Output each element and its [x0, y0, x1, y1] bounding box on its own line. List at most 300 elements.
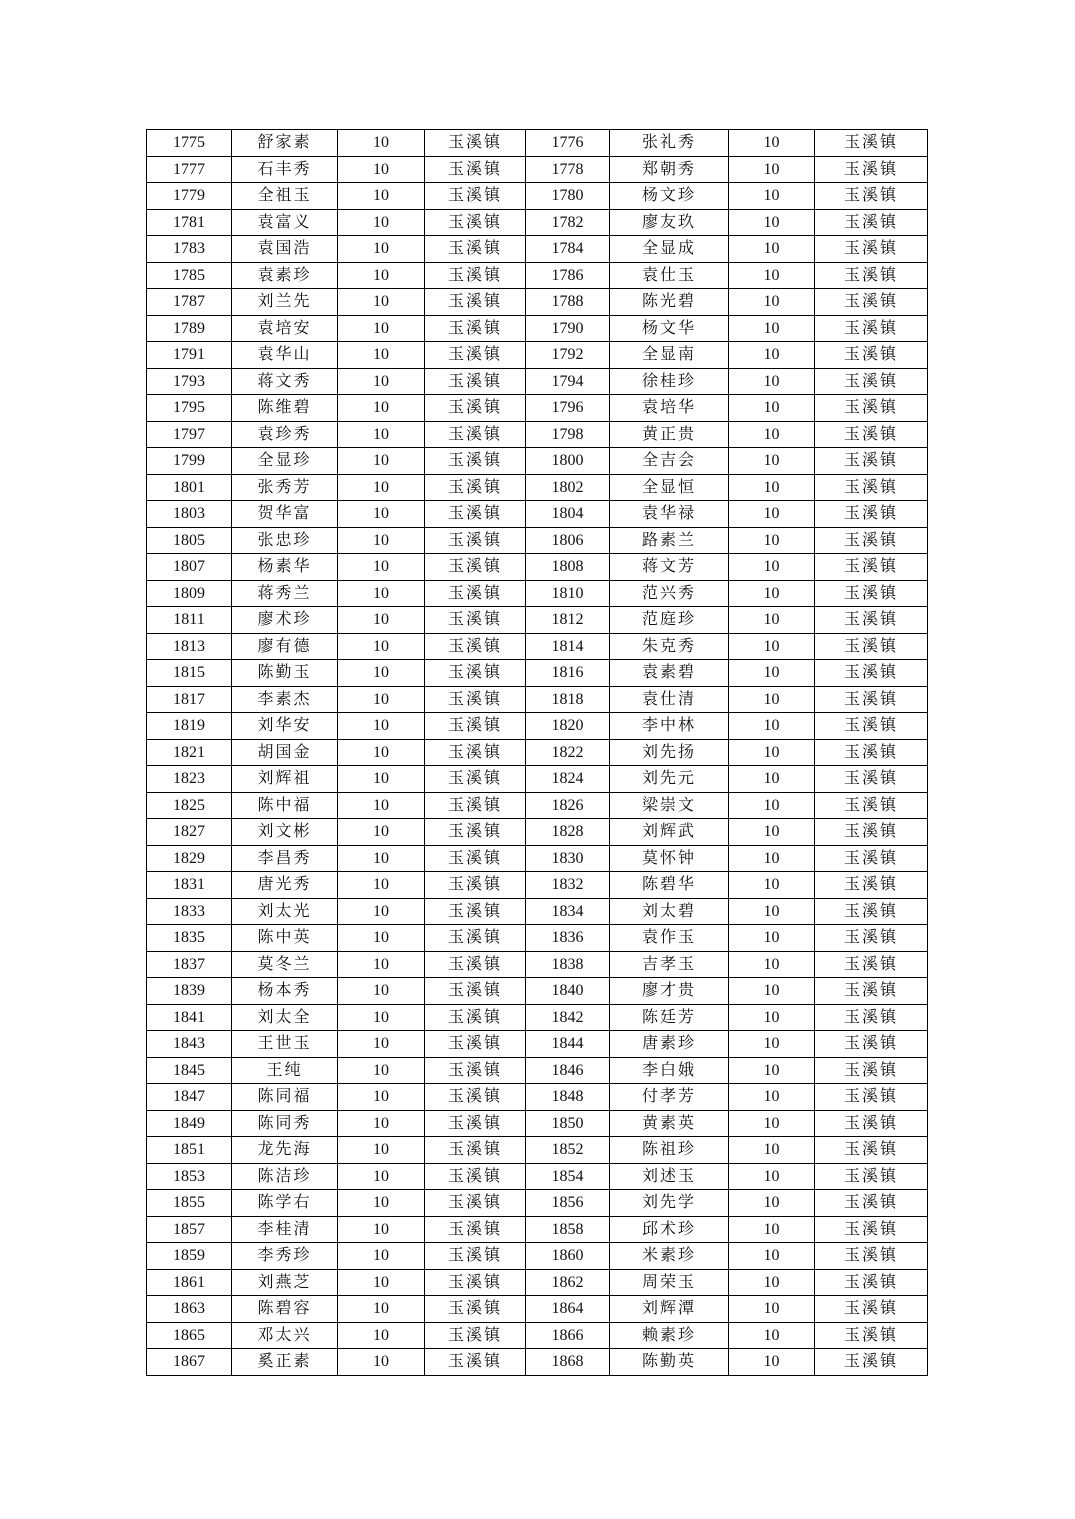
left-town-name: 玉溪镇: [425, 448, 526, 475]
left-record-number: 1841: [147, 1004, 232, 1031]
right-person-name: 陈廷芳: [610, 1004, 729, 1031]
left-person-name: 陈维碧: [232, 395, 338, 422]
right-person-name: 黄正贵: [610, 421, 729, 448]
table-row: [147, 448, 928, 475]
right-amount-value: 10: [729, 474, 815, 501]
left-record-number: 1861: [147, 1269, 232, 1296]
table-row: [147, 1296, 928, 1323]
right-person-name: 刘辉武: [610, 819, 729, 846]
right-record-number: 1834: [526, 898, 610, 925]
table-row: [147, 1004, 928, 1031]
right-record-number: 1858: [526, 1216, 610, 1243]
right-town-name: 玉溪镇: [815, 1296, 928, 1323]
table-row: [147, 315, 928, 342]
left-town-name: 玉溪镇: [425, 1322, 526, 1349]
table-row: [147, 686, 928, 713]
left-town-name: 玉溪镇: [425, 845, 526, 872]
right-amount-value: 10: [729, 1137, 815, 1164]
left-person-name: 莫冬兰: [232, 951, 338, 978]
left-record-number: 1811: [147, 607, 232, 634]
table-row: [147, 262, 928, 289]
right-record-number: 1820: [526, 713, 610, 740]
right-person-name: 刘先扬: [610, 739, 729, 766]
left-amount-value: 10: [338, 1057, 425, 1084]
right-person-name: 陈碧华: [610, 872, 729, 899]
left-person-name: 杨本秀: [232, 978, 338, 1005]
left-record-number: 1791: [147, 342, 232, 369]
right-town-name: 玉溪镇: [815, 819, 928, 846]
left-person-name: 陈中福: [232, 792, 338, 819]
right-amount-value: 10: [729, 633, 815, 660]
left-record-number: 1781: [147, 209, 232, 236]
right-record-number: 1806: [526, 527, 610, 554]
left-record-number: 1783: [147, 236, 232, 263]
table-row: [147, 130, 928, 157]
right-amount-value: 10: [729, 130, 815, 157]
left-town-name: 玉溪镇: [425, 607, 526, 634]
left-amount-value: 10: [338, 1349, 425, 1376]
right-record-number: 1864: [526, 1296, 610, 1323]
left-record-number: 1809: [147, 580, 232, 607]
left-person-name: 刘太全: [232, 1004, 338, 1031]
left-town-name: 玉溪镇: [425, 819, 526, 846]
left-record-number: 1821: [147, 739, 232, 766]
left-person-name: 张秀芳: [232, 474, 338, 501]
right-person-name: 蒋文芳: [610, 554, 729, 581]
right-person-name: 刘辉潭: [610, 1296, 729, 1323]
left-person-name: 李秀珍: [232, 1243, 338, 1270]
right-town-name: 玉溪镇: [815, 898, 928, 925]
left-record-number: 1825: [147, 792, 232, 819]
table-row: [147, 898, 928, 925]
right-person-name: 邱术珍: [610, 1216, 729, 1243]
right-amount-value: 10: [729, 898, 815, 925]
left-person-name: 陈同福: [232, 1084, 338, 1111]
right-town-name: 玉溪镇: [815, 1031, 928, 1058]
right-record-number: 1796: [526, 395, 610, 422]
left-person-name: 李昌秀: [232, 845, 338, 872]
right-person-name: 全吉会: [610, 448, 729, 475]
right-amount-value: 10: [729, 448, 815, 475]
right-person-name: 刘先元: [610, 766, 729, 793]
left-person-name: 袁华山: [232, 342, 338, 369]
right-record-number: 1842: [526, 1004, 610, 1031]
right-amount-value: 10: [729, 792, 815, 819]
right-person-name: 吉孝玉: [610, 951, 729, 978]
left-record-number: 1795: [147, 395, 232, 422]
right-person-name: 刘述玉: [610, 1163, 729, 1190]
left-town-name: 玉溪镇: [425, 1190, 526, 1217]
right-amount-value: 10: [729, 1349, 815, 1376]
right-town-name: 玉溪镇: [815, 1216, 928, 1243]
right-record-number: 1852: [526, 1137, 610, 1164]
roster-body: [147, 130, 928, 1376]
left-town-name: 玉溪镇: [425, 1243, 526, 1270]
right-record-number: 1848: [526, 1084, 610, 1111]
left-record-number: 1799: [147, 448, 232, 475]
left-person-name: 舒家素: [232, 130, 338, 157]
right-record-number: 1860: [526, 1243, 610, 1270]
left-amount-value: 10: [338, 130, 425, 157]
left-person-name: 唐光秀: [232, 872, 338, 899]
left-record-number: 1797: [147, 421, 232, 448]
left-person-name: 蒋文秀: [232, 368, 338, 395]
left-person-name: 袁培安: [232, 315, 338, 342]
left-amount-value: 10: [338, 766, 425, 793]
right-record-number: 1802: [526, 474, 610, 501]
left-person-name: 袁富义: [232, 209, 338, 236]
right-amount-value: 10: [729, 1084, 815, 1111]
left-town-name: 玉溪镇: [425, 342, 526, 369]
right-amount-value: 10: [729, 1004, 815, 1031]
right-person-name: 袁仕清: [610, 686, 729, 713]
left-amount-value: 10: [338, 368, 425, 395]
table-row: [147, 156, 928, 183]
left-record-number: 1819: [147, 713, 232, 740]
right-person-name: 袁作玉: [610, 925, 729, 952]
right-amount-value: 10: [729, 1269, 815, 1296]
left-town-name: 玉溪镇: [425, 474, 526, 501]
right-town-name: 玉溪镇: [815, 1269, 928, 1296]
left-amount-value: 10: [338, 845, 425, 872]
table-row: [147, 421, 928, 448]
right-town-name: 玉溪镇: [815, 474, 928, 501]
left-record-number: 1779: [147, 183, 232, 210]
table-row: [147, 1163, 928, 1190]
left-amount-value: 10: [338, 1322, 425, 1349]
right-person-name: 赖素珍: [610, 1322, 729, 1349]
left-person-name: 廖有德: [232, 633, 338, 660]
left-record-number: 1777: [147, 156, 232, 183]
right-person-name: 梁崇文: [610, 792, 729, 819]
table-row: [147, 633, 928, 660]
left-town-name: 玉溪镇: [425, 580, 526, 607]
left-record-number: 1829: [147, 845, 232, 872]
right-person-name: 陈祖珍: [610, 1137, 729, 1164]
right-person-name: 杨文华: [610, 315, 729, 342]
left-amount-value: 10: [338, 1163, 425, 1190]
table-row: [147, 1269, 928, 1296]
left-amount-value: 10: [338, 1190, 425, 1217]
table-row: [147, 1084, 928, 1111]
left-town-name: 玉溪镇: [425, 501, 526, 528]
right-person-name: 全显成: [610, 236, 729, 263]
left-town-name: 玉溪镇: [425, 1216, 526, 1243]
right-amount-value: 10: [729, 819, 815, 846]
right-amount-value: 10: [729, 739, 815, 766]
right-person-name: 唐素珍: [610, 1031, 729, 1058]
right-town-name: 玉溪镇: [815, 766, 928, 793]
right-town-name: 玉溪镇: [815, 236, 928, 263]
table-row: [147, 236, 928, 263]
right-record-number: 1810: [526, 580, 610, 607]
left-record-number: 1857: [147, 1216, 232, 1243]
table-row: [147, 1057, 928, 1084]
right-town-name: 玉溪镇: [815, 342, 928, 369]
left-record-number: 1813: [147, 633, 232, 660]
right-record-number: 1838: [526, 951, 610, 978]
left-record-number: 1843: [147, 1031, 232, 1058]
right-amount-value: 10: [729, 951, 815, 978]
right-record-number: 1836: [526, 925, 610, 952]
right-person-name: 袁仕玉: [610, 262, 729, 289]
right-amount-value: 10: [729, 421, 815, 448]
table-row: [147, 819, 928, 846]
right-amount-value: 10: [729, 342, 815, 369]
right-town-name: 玉溪镇: [815, 739, 928, 766]
right-person-name: 廖才贵: [610, 978, 729, 1005]
table-row: [147, 1190, 928, 1217]
left-town-name: 玉溪镇: [425, 978, 526, 1005]
table-row: [147, 1110, 928, 1137]
left-record-number: 1827: [147, 819, 232, 846]
right-town-name: 玉溪镇: [815, 1349, 928, 1376]
right-person-name: 李中林: [610, 713, 729, 740]
left-person-name: 袁素珍: [232, 262, 338, 289]
right-person-name: 全显恒: [610, 474, 729, 501]
right-record-number: 1868: [526, 1349, 610, 1376]
left-town-name: 玉溪镇: [425, 130, 526, 157]
right-person-name: 范兴秀: [610, 580, 729, 607]
left-person-name: 刘燕芝: [232, 1269, 338, 1296]
left-town-name: 玉溪镇: [425, 236, 526, 263]
right-amount-value: 10: [729, 1216, 815, 1243]
right-amount-value: 10: [729, 315, 815, 342]
right-town-name: 玉溪镇: [815, 686, 928, 713]
table-row: [147, 289, 928, 316]
right-town-name: 玉溪镇: [815, 660, 928, 687]
left-town-name: 玉溪镇: [425, 766, 526, 793]
left-town-name: 玉溪镇: [425, 315, 526, 342]
right-record-number: 1866: [526, 1322, 610, 1349]
left-amount-value: 10: [338, 1110, 425, 1137]
right-record-number: 1794: [526, 368, 610, 395]
right-record-number: 1786: [526, 262, 610, 289]
right-town-name: 玉溪镇: [815, 554, 928, 581]
left-record-number: 1805: [147, 527, 232, 554]
left-person-name: 奚正素: [232, 1349, 338, 1376]
right-town-name: 玉溪镇: [815, 262, 928, 289]
right-amount-value: 10: [729, 527, 815, 554]
right-amount-value: 10: [729, 236, 815, 263]
left-town-name: 玉溪镇: [425, 633, 526, 660]
left-town-name: 玉溪镇: [425, 792, 526, 819]
right-person-name: 周荣玉: [610, 1269, 729, 1296]
right-town-name: 玉溪镇: [815, 845, 928, 872]
left-person-name: 刘辉祖: [232, 766, 338, 793]
right-town-name: 玉溪镇: [815, 448, 928, 475]
right-amount-value: 10: [729, 262, 815, 289]
right-town-name: 玉溪镇: [815, 1190, 928, 1217]
left-town-name: 玉溪镇: [425, 554, 526, 581]
right-record-number: 1812: [526, 607, 610, 634]
left-amount-value: 10: [338, 607, 425, 634]
table-row: [147, 554, 928, 581]
right-record-number: 1828: [526, 819, 610, 846]
left-person-name: 刘文彬: [232, 819, 338, 846]
right-person-name: 杨文珍: [610, 183, 729, 210]
table-row: [147, 978, 928, 1005]
right-amount-value: 10: [729, 978, 815, 1005]
left-town-name: 玉溪镇: [425, 713, 526, 740]
right-amount-value: 10: [729, 183, 815, 210]
left-town-name: 玉溪镇: [425, 925, 526, 952]
right-town-name: 玉溪镇: [815, 1084, 928, 1111]
right-town-name: 玉溪镇: [815, 1110, 928, 1137]
roster-table: [146, 129, 928, 1376]
left-town-name: 玉溪镇: [425, 527, 526, 554]
right-town-name: 玉溪镇: [815, 792, 928, 819]
right-amount-value: 10: [729, 607, 815, 634]
right-town-name: 玉溪镇: [815, 156, 928, 183]
right-record-number: 1822: [526, 739, 610, 766]
right-amount-value: 10: [729, 368, 815, 395]
right-amount-value: 10: [729, 686, 815, 713]
left-record-number: 1817: [147, 686, 232, 713]
right-record-number: 1790: [526, 315, 610, 342]
left-person-name: 廖术珍: [232, 607, 338, 634]
right-record-number: 1788: [526, 289, 610, 316]
left-record-number: 1863: [147, 1296, 232, 1323]
left-person-name: 陈勤玉: [232, 660, 338, 687]
table-row: [147, 739, 928, 766]
left-town-name: 玉溪镇: [425, 1137, 526, 1164]
right-record-number: 1846: [526, 1057, 610, 1084]
table-row: [147, 607, 928, 634]
table-row: [147, 660, 928, 687]
right-record-number: 1826: [526, 792, 610, 819]
left-town-name: 玉溪镇: [425, 872, 526, 899]
right-amount-value: 10: [729, 209, 815, 236]
right-record-number: 1850: [526, 1110, 610, 1137]
left-amount-value: 10: [338, 633, 425, 660]
left-person-name: 陈同秀: [232, 1110, 338, 1137]
table-row: [147, 713, 928, 740]
right-amount-value: 10: [729, 1190, 815, 1217]
left-record-number: 1847: [147, 1084, 232, 1111]
left-town-name: 玉溪镇: [425, 1269, 526, 1296]
table-row: [147, 209, 928, 236]
left-amount-value: 10: [338, 448, 425, 475]
right-town-name: 玉溪镇: [815, 289, 928, 316]
left-amount-value: 10: [338, 580, 425, 607]
left-amount-value: 10: [338, 527, 425, 554]
table-row: [147, 1243, 928, 1270]
left-amount-value: 10: [338, 1031, 425, 1058]
right-amount-value: 10: [729, 660, 815, 687]
left-amount-value: 10: [338, 1216, 425, 1243]
right-person-name: 范庭珍: [610, 607, 729, 634]
left-town-name: 玉溪镇: [425, 1057, 526, 1084]
right-record-number: 1854: [526, 1163, 610, 1190]
right-amount-value: 10: [729, 501, 815, 528]
left-person-name: 胡国金: [232, 739, 338, 766]
right-amount-value: 10: [729, 872, 815, 899]
left-record-number: 1855: [147, 1190, 232, 1217]
left-town-name: 玉溪镇: [425, 1110, 526, 1137]
right-amount-value: 10: [729, 289, 815, 316]
left-town-name: 玉溪镇: [425, 395, 526, 422]
table-row: [147, 1137, 928, 1164]
left-person-name: 邓太兴: [232, 1322, 338, 1349]
left-record-number: 1789: [147, 315, 232, 342]
right-record-number: 1856: [526, 1190, 610, 1217]
right-town-name: 玉溪镇: [815, 130, 928, 157]
left-amount-value: 10: [338, 315, 425, 342]
right-amount-value: 10: [729, 1243, 815, 1270]
right-person-name: 黄素英: [610, 1110, 729, 1137]
left-person-name: 王世玉: [232, 1031, 338, 1058]
left-town-name: 玉溪镇: [425, 1296, 526, 1323]
left-record-number: 1815: [147, 660, 232, 687]
right-amount-value: 10: [729, 1322, 815, 1349]
table-row: [147, 1031, 928, 1058]
left-amount-value: 10: [338, 156, 425, 183]
left-record-number: 1807: [147, 554, 232, 581]
right-person-name: 莫怀钟: [610, 845, 729, 872]
left-town-name: 玉溪镇: [425, 209, 526, 236]
right-person-name: 徐桂珍: [610, 368, 729, 395]
right-town-name: 玉溪镇: [815, 633, 928, 660]
left-record-number: 1801: [147, 474, 232, 501]
right-person-name: 米素珍: [610, 1243, 729, 1270]
left-person-name: 袁国浩: [232, 236, 338, 263]
right-amount-value: 10: [729, 925, 815, 952]
left-town-name: 玉溪镇: [425, 898, 526, 925]
left-record-number: 1839: [147, 978, 232, 1005]
right-town-name: 玉溪镇: [815, 872, 928, 899]
left-amount-value: 10: [338, 183, 425, 210]
right-amount-value: 10: [729, 1296, 815, 1323]
right-amount-value: 10: [729, 1031, 815, 1058]
right-amount-value: 10: [729, 1110, 815, 1137]
right-amount-value: 10: [729, 845, 815, 872]
right-person-name: 袁素碧: [610, 660, 729, 687]
right-amount-value: 10: [729, 1163, 815, 1190]
left-amount-value: 10: [338, 872, 425, 899]
left-amount-value: 10: [338, 554, 425, 581]
left-town-name: 玉溪镇: [425, 183, 526, 210]
right-person-name: 刘太碧: [610, 898, 729, 925]
left-record-number: 1785: [147, 262, 232, 289]
left-town-name: 玉溪镇: [425, 368, 526, 395]
left-town-name: 玉溪镇: [425, 1349, 526, 1376]
table-row: [147, 474, 928, 501]
right-person-name: 郑朝秀: [610, 156, 729, 183]
left-amount-value: 10: [338, 1084, 425, 1111]
left-town-name: 玉溪镇: [425, 262, 526, 289]
right-record-number: 1804: [526, 501, 610, 528]
table-row: [147, 766, 928, 793]
right-town-name: 玉溪镇: [815, 1163, 928, 1190]
right-person-name: 袁培华: [610, 395, 729, 422]
left-amount-value: 10: [338, 1269, 425, 1296]
left-amount-value: 10: [338, 1137, 425, 1164]
left-town-name: 玉溪镇: [425, 156, 526, 183]
right-amount-value: 10: [729, 766, 815, 793]
right-town-name: 玉溪镇: [815, 1137, 928, 1164]
right-record-number: 1862: [526, 1269, 610, 1296]
table-row: [147, 872, 928, 899]
table-row: [147, 951, 928, 978]
left-town-name: 玉溪镇: [425, 686, 526, 713]
left-person-name: 蒋秀兰: [232, 580, 338, 607]
left-town-name: 玉溪镇: [425, 951, 526, 978]
right-record-number: 1780: [526, 183, 610, 210]
right-record-number: 1782: [526, 209, 610, 236]
left-amount-value: 10: [338, 342, 425, 369]
left-record-number: 1833: [147, 898, 232, 925]
